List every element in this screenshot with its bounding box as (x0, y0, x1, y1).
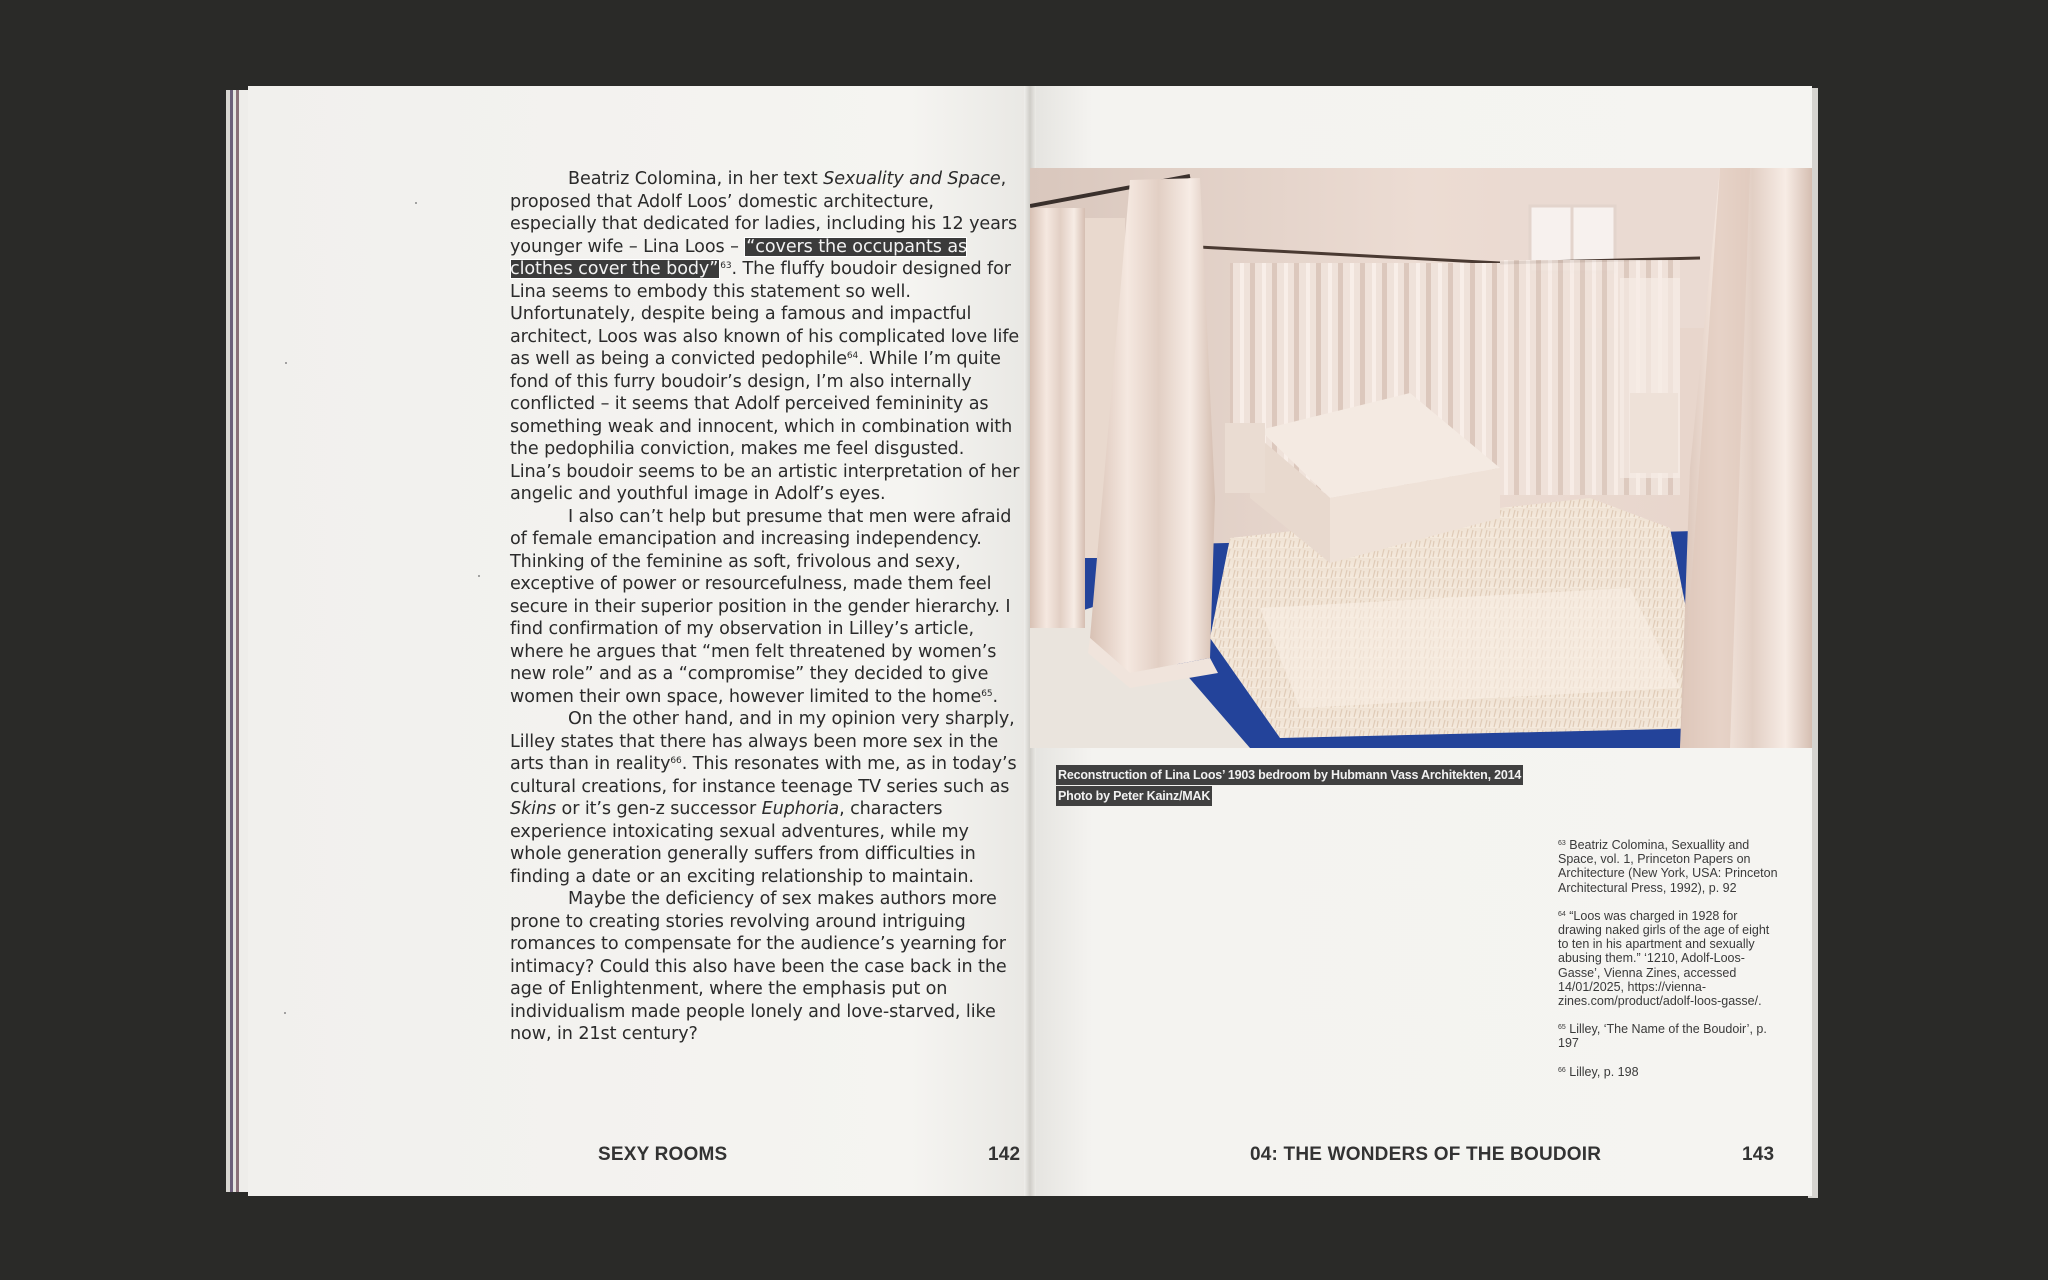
text-run: Sexuality and Space (823, 169, 1001, 189)
text-run: or it’s gen-z successor (556, 799, 762, 819)
text-run: I also can’t help but presume that men were afraid of female emancipation and increasing independency. Thinking of the feminine as soft, frivolous and sexy, exceptive of power or resourcefulness, made them feel secure in their superior position in the gender hierarchy. I find confirmation of my observation in Lilley’s article, where he argues that “men felt threatened by women’s new role” and as a “compromise” they decided to give women their own space, however limited to the home (510, 506, 1012, 707)
footnote-text: Lilley, ‘The Name of the Boudoir’, p. 197 (1558, 1022, 1767, 1051)
text-run: On the other hand, and in my opinion very sharply, Lilley states that there has always been more sex in the arts than in reality (510, 709, 1015, 774)
page-number-left: 142 (988, 1144, 1021, 1165)
page-number-right: 143 (1742, 1144, 1775, 1165)
footnote (1558, 838, 1783, 895)
bedroom-photo (1030, 168, 1812, 748)
body-paragraph (510, 168, 1020, 506)
text-run: Beatriz Colomina, in her text (568, 169, 824, 189)
body-paragraph (510, 708, 1020, 888)
footnote-text: Lilley, p. 198 (1565, 1064, 1639, 1079)
running-head-right: 04: THE WONDERS OF THE BOUDOIR (1250, 1144, 1602, 1165)
footnotes (1558, 838, 1783, 1093)
body-text (510, 168, 1020, 1046)
paper-speck (285, 362, 287, 364)
text-run: Maybe the deficiency of sex makes authors more prone to creating stories revolving around intriguing romances to compensate for the audience’s yearning for intimacy? Could this also have been the case back in the age of Enlightenment, where the emphasis put on individualism made people lonely and love-starved, like now, in 21st century? (510, 889, 1007, 1044)
caption-line: Reconstruction of Lina Loos’ 1903 bedroom by Hubmann Vass Architekten, 2014 (1056, 765, 1523, 785)
footnote (1558, 1022, 1783, 1050)
body-paragraph (510, 888, 1020, 1046)
text-run: , proposed that Adolf Loos’ domestic architecture, especially that dedicated for ladies, including his 12 years younger wife – Lina Loos – (510, 169, 1018, 257)
text-run: . (992, 686, 998, 707)
footnote-ref: 65 (981, 688, 993, 699)
footnote-ref: 64 (846, 351, 859, 361)
text-run: . This resonates with me, as in today’s cultural creations, for instance teenage TV series such as (510, 754, 1017, 797)
running-head-left: SEXY ROOMS (598, 1144, 728, 1165)
paper-speck (284, 1012, 286, 1014)
caption-line: Photo by Peter Kainz/MAK (1056, 786, 1212, 806)
body-paragraph (510, 506, 1020, 709)
highlighted-quote: “covers the occupants as clothes cover the body” (510, 236, 968, 279)
text-run: . The fluffy boudoir designed for Lina seems to embody this statement so well. Unfortunately, despite being a famous and impactful architect, Loos was also known of his complicated love life as well as being a convicted pedophile (510, 259, 1020, 369)
footnote-number: 66 (1558, 1066, 1566, 1074)
footnote-number: 65 (1558, 1024, 1566, 1032)
footnote-text: “Loos was charged in 1928 for drawing naked girls of the age of eight to ten in his apartment and sexually abusing them.” ‘1210, Adolf-Loos-Gasse’, Vienna Zines, accessed 14/01/2025, https://vienna-zines.com/product/adolf-loos-gasse/. (1558, 908, 1770, 1009)
footnote-ref: 66 (670, 756, 682, 766)
photo-caption (1056, 765, 1523, 807)
paper-speck (415, 202, 417, 204)
text-run: , characters experience intoxicating sexual adventures, while my whole generation generally suffers from difficulties in finding a date or an exciting relationship to maintain. (510, 799, 976, 887)
footnote (1558, 1065, 1783, 1079)
text-run: . While I’m quite fond of this furry boudoir’s design, I’m also internally conflicted – it seems that Adolf perceived femininity as something weak and innocent, which in combination with the pedophilia conviction, makes me feel disgusted. Lina’s boudoir seems to be an artistic interpretation of her angelic and youthful image in Adolf’s eyes. (510, 349, 1020, 504)
text-run: Skins (510, 799, 557, 819)
paper-speck (478, 575, 480, 577)
footnote-number: 63 (1558, 840, 1566, 847)
text-run: Euphoria (761, 799, 840, 819)
footnote (1558, 909, 1783, 1008)
footnote-ref: 63 (720, 261, 732, 271)
footnote-number: 64 (1558, 910, 1566, 918)
footnote-text: Beatriz Colomina, Sexuallity and Space, vol. 1, Princeton Papers on Architecture (New York, USA: Princeton Architectural Press, 1992), p. 92 (1558, 838, 1778, 895)
